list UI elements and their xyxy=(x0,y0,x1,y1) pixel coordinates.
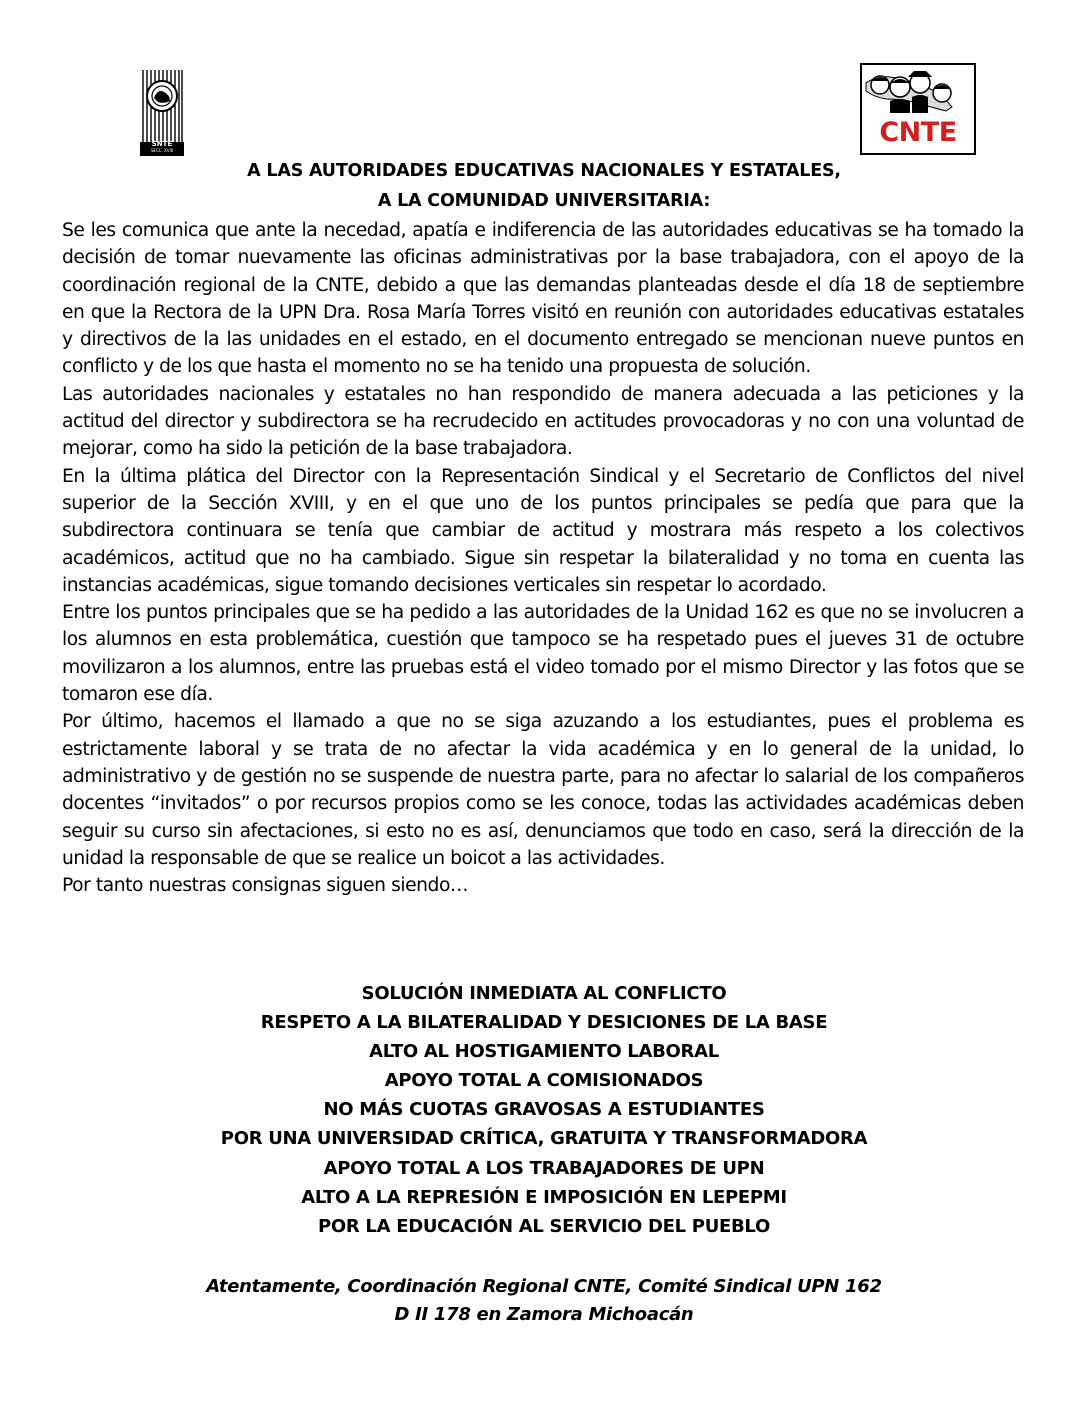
slogan: SOLUCIÓN INMEDIATA AL CONFLICTO xyxy=(361,983,727,1004)
slogan-list xyxy=(62,979,1026,1241)
paragraph: Se les comunica que ante la necedad, apatía e indiferencia de las autoridades educativas se ha tomado la decisión de tomar nuevamente las oficinas administrativas por la base trabajadora, con el apoyo de la coordinación regional de la CNTE, debido a que las demandas planteadas desde el día 18 de septiembre en que la Rectora de la UPN Dra. Rosa María Torres visitó en reunión con autoridades educativas estatales y directivos de la las unidades en el estado, en el documento entregado se mencionan nueve puntos en conflicto y de los que hasta el momento no se ha tenido una propuesta de solución. xyxy=(62,220,1024,378)
signature-block xyxy=(62,1273,1026,1329)
signature-line: Atentamente, Coordinación Regional CNTE, Comité Sindical UPN 162 xyxy=(206,1276,882,1297)
slogan: ALTO A LA REPRESIÓN E IMPOSICIÓN EN LEPEPMI xyxy=(301,1186,787,1208)
slogan: NO MÁS CUOTAS GRAVOSAS A ESTUDIANTES xyxy=(323,1099,765,1121)
heading-community: A LA COMUNIDAD UNIVERSITARIA: xyxy=(377,191,711,211)
slogan: RESPETO A LA BILATERALIDAD Y DESICIONES DE LA BASE xyxy=(260,1012,828,1034)
cnte-logo xyxy=(860,63,976,155)
slogan: APOYO TOTAL A LOS TRABAJADORES DE UPN xyxy=(323,1157,765,1179)
paragraph: Por tanto nuestras consignas siguen siendo… xyxy=(62,875,469,897)
heading-authorities: A LAS AUTORIDADES EDUCATIVAS NACIONALES Y ESTATALES, xyxy=(247,161,841,181)
paragraph: Las autoridades nacionales y estatales no han respondido de manera adecuada a las peticiones y la actitud del director y subdirectora se ha recrudecido en actitudes provocadoras y no con una voluntad de mejorar, como ha sido la petición de la base trabajadora. xyxy=(62,383,1024,460)
slogan: POR UNA UNIVERSIDAD CRÍTICA, GRATUITA Y TRANSFORMADORA xyxy=(220,1128,868,1150)
paragraph: Entre los puntos principales que se ha pedido a las autoridades de la Unidad 162 es que no se involucren a los alumnos en esta problemática, cuestión que tampoco se ha respetado pues el jueves 31 de octubre movilizaron a los alumnos, entre las pruebas está el video tomado por el mismo Director y las fotos que se tomaron ese día. xyxy=(62,602,1024,706)
letter-body xyxy=(62,217,1024,899)
slogan: APOYO TOTAL A COMISIONADOS xyxy=(384,1070,704,1092)
snte-logo xyxy=(140,68,184,156)
slogan: POR LA EDUCACIÓN AL SERVICIO DEL PUEBLO xyxy=(318,1215,770,1237)
snte-logo-subtext: SECC. XVIII xyxy=(150,148,174,153)
snte-logo-text: SNTE xyxy=(151,140,173,148)
slogan: ALTO AL HOSTIGAMIENTO LABORAL xyxy=(369,1041,719,1063)
signature-location: D II 178 en Zamora Michoacán xyxy=(394,1304,694,1325)
cnte-logo-text: CNTE xyxy=(879,117,957,148)
paragraph: En la última plática del Director con la Representación Sindical y el Secretario de Conflictos del nivel superior de la Sección XVIII, y en el que uno de los puntos principales se pedía que para que la subdirectora continuara se tenía que cambiar de actitud y mostrara más respeto a los colectivos académicos, actitud que no ha cambiado. Sigue sin respetar la bilateralidad y no toma en cuenta las instancias académicas, sigue tomando decisiones verticales sin respetar lo acordado. xyxy=(62,465,1024,596)
paragraph: Por último, hacemos el llamado a que no se siga azuzando a los estudiantes, pues el problema es estrictamente laboral y se trata de no afectar la vida académica y en lo general de la unidad, lo administrativo y de gestión no se suspende de nuestra parte, para no afectar lo salarial de los compañeros docentes “invitados” o por recursos propios como se les conoce, todas las actividades académicas deben seguir su curso sin afectaciones, si esto no es así, denunciamos que todo en caso, será la dirección de la unidad la responsable de que se realice un boicot a las actividades. xyxy=(62,711,1024,869)
